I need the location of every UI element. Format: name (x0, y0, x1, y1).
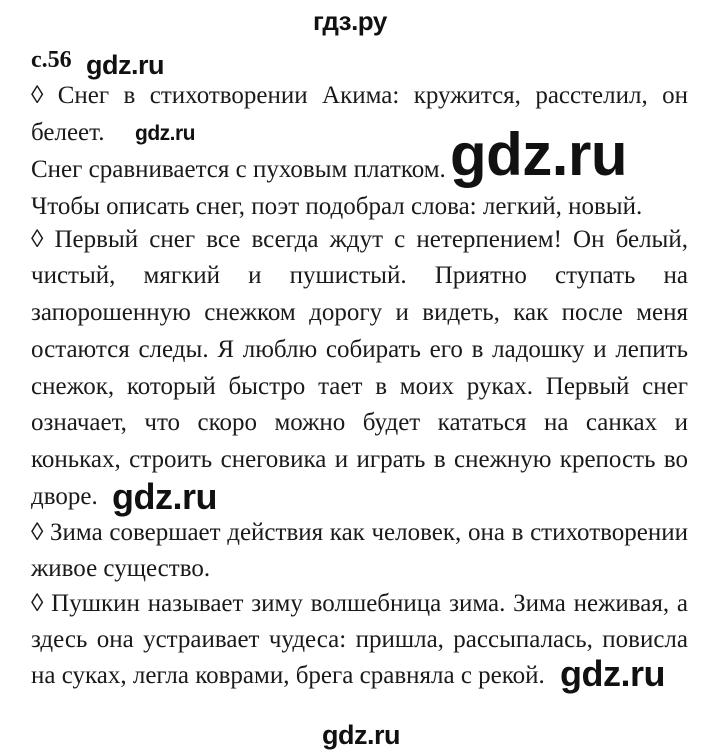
text-line: на суках, легла коврами, брега сравняла с рекой. (31, 662, 545, 689)
page-label: с.56 (31, 47, 72, 73)
text-line: чистый, мягкий и пушистый. Приятно ступать на (31, 262, 688, 289)
text-line: здесь она устраивает чудеса: пришла, рассыпалась, повисла (31, 626, 688, 653)
watermark: gdz.ru (560, 653, 665, 694)
text-line: Чтобы описать снег, поэт подобрал слова: легкий, новый. (31, 193, 643, 220)
text-line: дворе. (31, 483, 98, 510)
text-line: белеет. (31, 119, 105, 146)
text-line: ◊ Первый снег все всегда ждут с нетерпением! Он белый, (31, 226, 688, 253)
text-line: остаются следы. Я люблю собирать его в ладошку и лепить (31, 336, 688, 363)
watermark: gdz.ru (322, 720, 400, 750)
watermark: gdz.ru (112, 476, 217, 517)
text-line: ◊ Зима совершает действия как человек, она в стихотворении (31, 519, 688, 546)
text-line: коньках, строить снеговика и играть в снежную крепость во (31, 446, 688, 473)
watermark: gdz.ru (135, 122, 195, 145)
text-line: снежок, который быстро тает в моих руках. Первый снег (31, 373, 688, 400)
watermark: gdz.ru (86, 50, 164, 80)
text-line: живое существо. (31, 555, 211, 582)
text-line: означает, что скоро можно будет кататься на санках и (31, 409, 688, 436)
text-line: ◊ Пушкин называет зиму волшебница зима. Зима неживая, а (31, 590, 688, 617)
header-watermark: гдз.ру (313, 6, 387, 36)
text-line: ◊ Снег в стихотворении Акима: кружится, расстелил, он (31, 82, 688, 109)
text-line: запорошенную снежком дорогу и видеть, как после меня (31, 299, 688, 326)
text-line: Снег сравнивается с пуховым платком. (31, 156, 446, 183)
watermark: gdz.ru (450, 121, 627, 188)
